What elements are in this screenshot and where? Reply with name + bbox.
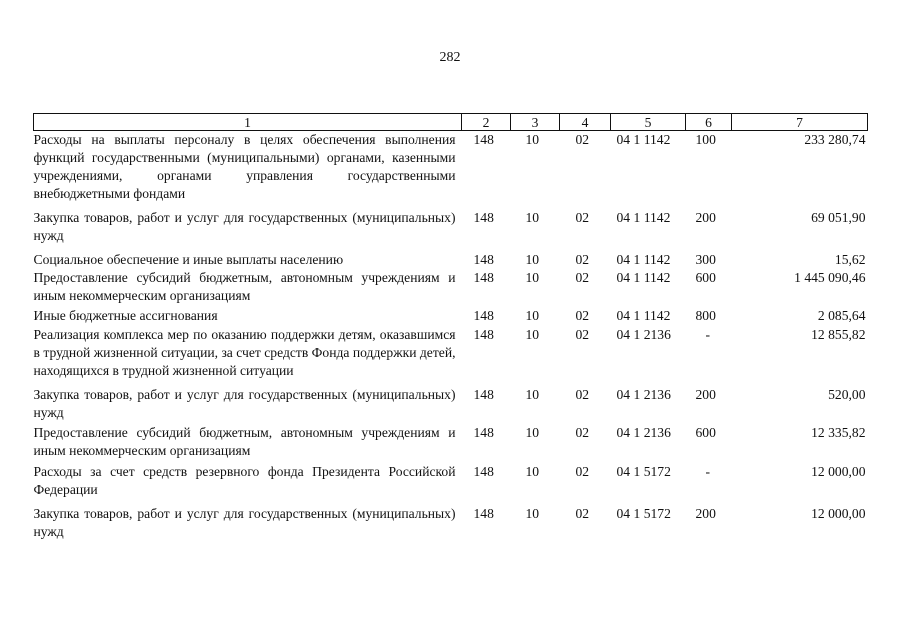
row-target-article: 04 1 5172 [616,506,671,521]
row-expense-type: - [705,327,711,342]
row-subsection: 02 [575,210,590,225]
row-subsection: 02 [575,506,590,521]
table-row [34,463,868,505]
row-expense-type: 800 [695,308,716,323]
table-row [34,209,868,251]
table-row [34,269,868,307]
row-admin-code: 148 [473,506,494,521]
row-subsection: 02 [575,464,590,479]
row-name: Социальное обеспечение и иные выплаты населению [33,252,344,267]
row-admin-code: 148 [473,210,494,225]
row-amount: 12 855,82 [811,327,866,342]
header-cell-7: 7 [732,114,868,131]
row-amount: 15,62 [834,252,866,267]
header-cell-2: 2 [462,114,511,131]
table-row [34,131,868,210]
row-amount: 12 335,82 [811,425,866,440]
row-admin-code: 148 [473,132,494,147]
row-section: 10 [525,252,540,267]
header-cell-3: 3 [511,114,560,131]
row-expense-type: 600 [695,270,716,285]
row-expense-type: 200 [695,210,716,225]
row-subsection: 02 [575,387,590,402]
row-section: 10 [525,132,540,147]
row-section: 10 [525,327,540,342]
row-subsection: 02 [575,132,590,147]
row-section: 10 [525,387,540,402]
header-cell-5: 5 [611,114,686,131]
row-expense-type: 100 [695,132,716,147]
row-amount: 2 085,64 [817,308,866,323]
table-row [34,326,868,386]
row-admin-code: 148 [473,387,494,402]
row-name: Иные бюджетные ассигнования [33,308,218,323]
row-admin-code: 148 [473,464,494,479]
header-cell-1: 1 [34,114,462,131]
table-row [34,251,868,269]
row-amount: 520,00 [828,387,866,402]
row-section: 10 [525,308,540,323]
row-target-article: 04 1 1142 [616,308,671,323]
row-amount: 233 280,74 [804,132,866,147]
row-target-article: 04 1 1142 [616,252,671,267]
row-name: Реализация комплекса мер по оказанию поддержки детям, оказавшимся в трудной жизненной ситуации, за счет средств Фонда поддержки детей, находящихся в трудной жизненной ситуации [33,327,456,378]
row-name: Предоставление субсидий бюджетным, автономным учреждениям и иным некоммерческим организациям [33,425,456,458]
row-name: Расходы на выплаты персоналу в целях обеспечения выполнения функций государственными (муниципальными) органами, казенными учреждениями, органами управления государственными внебюджетными фондами [33,132,456,201]
row-name: Расходы за счет средств резервного фонда Президента Российской Федерации [33,464,456,497]
row-admin-code: 148 [473,270,494,285]
row-section: 10 [525,270,540,285]
row-subsection: 02 [575,252,590,267]
row-amount: 12 000,00 [811,464,866,479]
table-row [34,386,868,424]
row-section: 10 [525,210,540,225]
row-section: 10 [525,425,540,440]
row-section: 10 [525,464,540,479]
table-row [34,505,868,547]
row-amount: 1 445 090,46 [794,270,866,285]
row-admin-code: 148 [473,252,494,267]
row-expense-type: 200 [695,387,716,402]
row-subsection: 02 [575,308,590,323]
row-admin-code: 148 [473,327,494,342]
header-cell-4: 4 [560,114,611,131]
row-expense-type: - [705,464,711,479]
row-admin-code: 148 [473,308,494,323]
row-target-article: 04 1 5172 [616,464,671,479]
table-row [34,424,868,463]
table-row [34,307,868,326]
row-name: Закупка товаров, работ и услуг для государственных (муниципальных) нужд [33,506,456,539]
row-target-article: 04 1 2136 [616,387,671,402]
header-cell-6: 6 [686,114,732,131]
row-name: Закупка товаров, работ и услуг для государственных (муниципальных) нужд [33,210,456,243]
header-row [34,114,868,131]
row-target-article: 04 1 2136 [616,327,671,342]
row-admin-code: 148 [473,425,494,440]
row-target-article: 04 1 1142 [616,270,671,285]
row-name: Предоставление субсидий бюджетным, автономным учреждениям и иным некоммерческим организациям [33,270,456,303]
row-subsection: 02 [575,425,590,440]
row-amount: 12 000,00 [811,506,866,521]
row-expense-type: 600 [695,425,716,440]
row-expense-type: 300 [695,252,716,267]
row-subsection: 02 [575,327,590,342]
row-target-article: 04 1 1142 [616,210,671,225]
row-name: Закупка товаров, работ и услуг для государственных (муниципальных) нужд [33,387,456,420]
row-subsection: 02 [575,270,590,285]
row-target-article: 04 1 2136 [616,425,671,440]
page-number: 282 [439,50,461,65]
row-expense-type: 200 [695,506,716,521]
row-section: 10 [525,506,540,521]
budget-table [33,113,868,547]
row-amount: 69 051,90 [811,210,866,225]
row-target-article: 04 1 1142 [616,132,671,147]
